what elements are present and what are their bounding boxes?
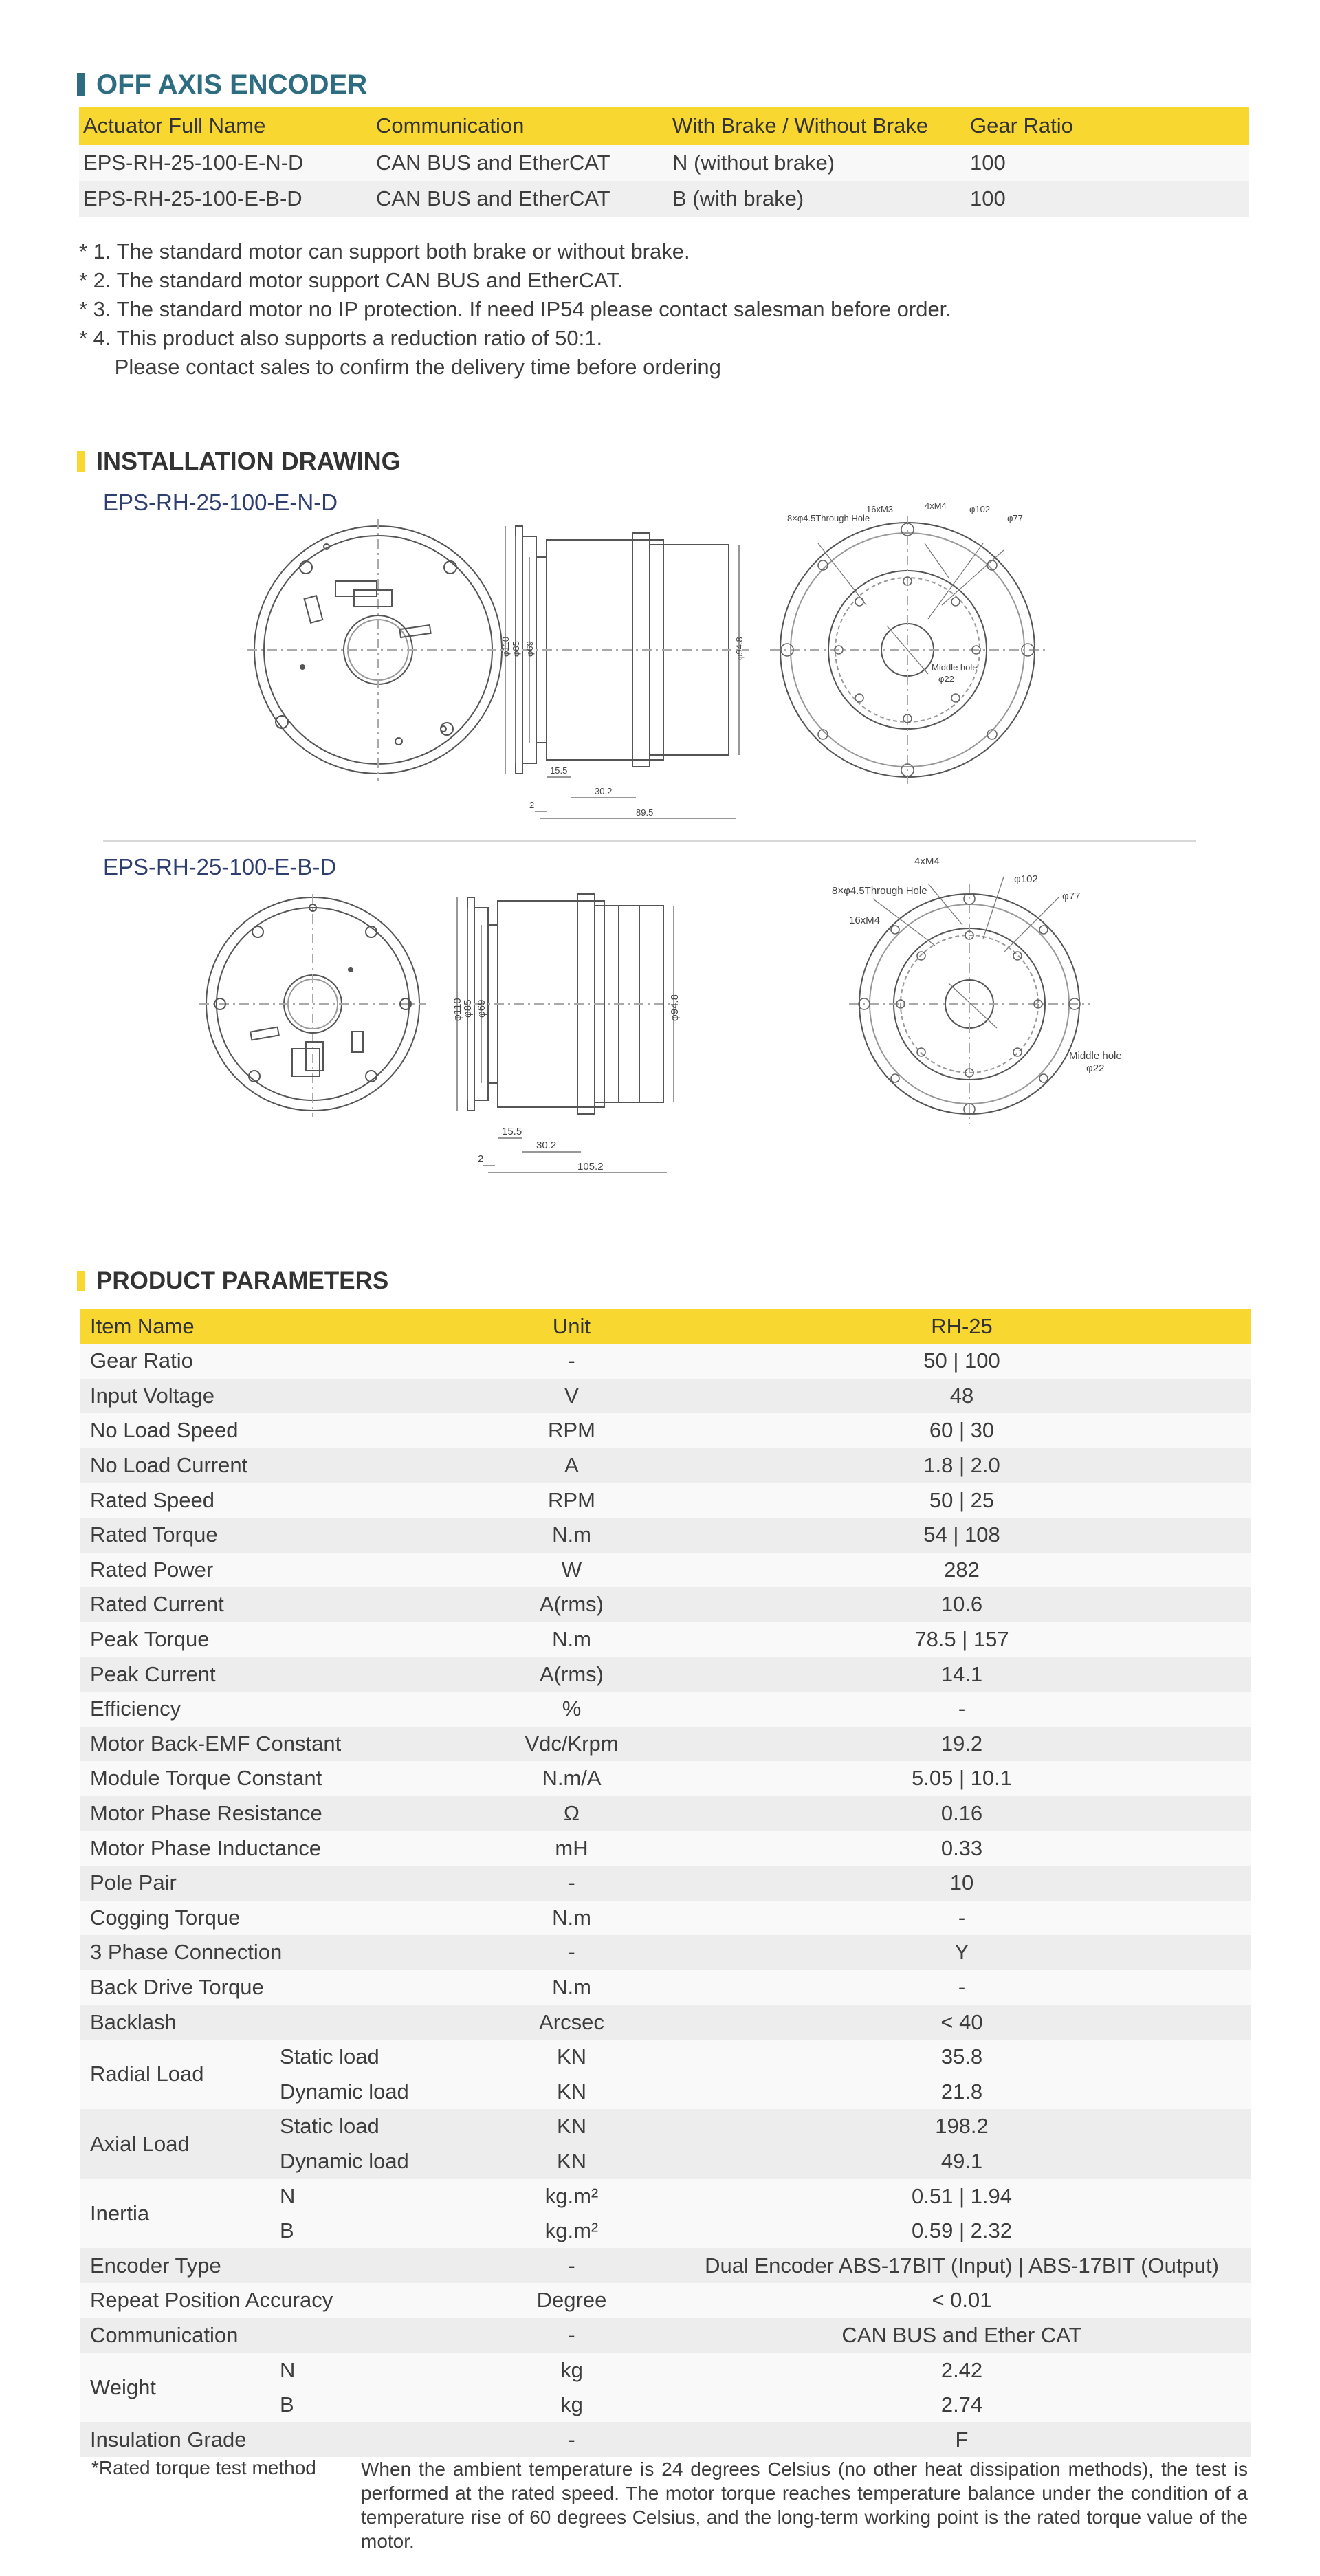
dim-d77: φ77 <box>1007 513 1023 523</box>
footnote-text: When the ambient temperature is 24 degrees Celsius (no other heat dissipation methods), the test is performed at the rated speed. The motor torque reaches temperature balance under the condition of a temperature rise of 60 degrees Celsius, and the long-term working point is the rated torque value of the motor. <box>361 2458 1248 2552</box>
param-unit: - <box>470 1866 673 1901</box>
dim-middle: Middle hole <box>932 662 978 673</box>
param-unit: N.m <box>470 1622 673 1657</box>
dim-m4: 4xM4 <box>925 502 947 511</box>
parameters-section-title <box>77 1265 388 1297</box>
drawing-divider <box>103 840 1196 842</box>
table-row <box>80 1935 1251 1970</box>
param-value: 19.2 <box>673 1727 1251 1762</box>
table-row <box>79 145 1249 181</box>
table-cell: 100 <box>966 145 1249 181</box>
param-value: 2.74 <box>673 2388 1251 2423</box>
param-name: Repeat Position Accuracy <box>80 2283 470 2318</box>
dim-l2: 2 <box>529 800 535 810</box>
param-name: No Load Current <box>80 1448 470 1483</box>
param-unit: - <box>470 1935 673 1970</box>
param-unit: Vdc/Krpm <box>470 1727 673 1762</box>
table-cell: N (without brake) <box>668 145 966 181</box>
param-name: Encoder Type <box>80 2248 470 2283</box>
table-row <box>80 2179 1251 2214</box>
dim-d948: φ94.8 <box>669 994 681 1021</box>
footnote-label: *Rated torque test method <box>91 2457 316 2478</box>
table-cell: EPS-RH-25-100-E-B-D <box>79 181 372 217</box>
dim-middle: Middle hole <box>1069 1050 1122 1062</box>
header-cell: Actuator Full Name <box>79 107 372 145</box>
param-name: Rated Torque <box>80 1518 470 1553</box>
param-value: 78.5 | 157 <box>673 1622 1251 1657</box>
param-unit: RPM <box>470 1483 673 1518</box>
section-marker <box>77 451 85 472</box>
param-unit: - <box>470 1344 673 1379</box>
table-row <box>80 2283 1251 2318</box>
param-value: 2.42 <box>673 2353 1251 2388</box>
param-unit: A(rms) <box>470 1657 673 1692</box>
dim-d69: φ69 <box>525 641 535 657</box>
param-value: 10.6 <box>673 1587 1251 1622</box>
note-item: * 3. The standard motor no IP protection. If need IP54 please contact salesman before order. <box>79 297 952 321</box>
dim-l302: 30.2 <box>595 786 613 796</box>
param-value: Dual Encoder ABS-17BIT (Input) | ABS-17BIT (Output) <box>673 2248 1251 2283</box>
param-value: 0.33 <box>673 1831 1251 1866</box>
parameters-table <box>80 1309 1251 2457</box>
section-marker <box>77 73 85 96</box>
table-row <box>80 1727 1251 1762</box>
param-value: 35.8 <box>673 2040 1251 2075</box>
table-header-row <box>80 1309 1251 1344</box>
header-cell: With Brake / Without Brake <box>668 107 966 145</box>
table-row <box>80 2422 1251 2457</box>
param-value: 1.8 | 2.0 <box>673 1448 1251 1483</box>
param-sub-name: N <box>276 2353 470 2388</box>
model-label-b: EPS-RH-25-100-E-B-D <box>103 854 337 880</box>
param-name: Rated Current <box>80 1587 470 1622</box>
param-unit: N.m/A <box>470 1761 673 1796</box>
installation-drawing-n <box>227 502 1258 832</box>
encoder-section-title <box>77 69 367 100</box>
model-label-n: EPS-RH-25-100-E-N-D <box>103 490 338 515</box>
table-row <box>79 181 1249 217</box>
note-item: Please contact sales to confirm the delivery time before ordering <box>79 355 721 379</box>
param-value: CAN BUS and Ether CAT <box>673 2318 1251 2353</box>
param-sub-name: Dynamic load <box>276 2074 470 2109</box>
header-value: RH-25 <box>673 1309 1251 1344</box>
param-unit: KN <box>470 2144 673 2179</box>
table-row <box>80 1761 1251 1796</box>
dim-d102: φ102 <box>969 504 991 514</box>
param-unit: W <box>470 1553 673 1588</box>
param-value: 50 | 25 <box>673 1483 1251 1518</box>
parameters-title-text: PRODUCT PARAMETERS <box>96 1267 389 1294</box>
dim-d77: φ77 <box>1062 891 1081 902</box>
param-sub-name: Dynamic load <box>276 2144 470 2179</box>
param-value: 48 <box>673 1379 1251 1414</box>
param-unit: V <box>470 1379 673 1414</box>
dim-holes: 8×φ4.5Through Hole <box>787 513 870 523</box>
param-name: Gear Ratio <box>80 1344 470 1379</box>
param-unit: - <box>470 2318 673 2353</box>
dim-l895: 89.5 <box>636 807 654 818</box>
table-row <box>80 2353 1251 2388</box>
param-value: 60 | 30 <box>673 1413 1251 1448</box>
table-cell: CAN BUS and EtherCAT <box>372 145 668 181</box>
param-group-name: Axial Load <box>80 2109 276 2179</box>
dim-d85: φ85 <box>511 641 521 657</box>
dim-d948: φ94.8 <box>734 637 745 660</box>
param-value: Y <box>673 1935 1251 1970</box>
table-row <box>80 1587 1251 1622</box>
dim-m4b: 16xM4 <box>849 915 881 926</box>
table-row <box>80 2318 1251 2353</box>
param-unit: kg <box>470 2353 673 2388</box>
installation-drawing-b <box>192 856 1189 1186</box>
param-unit: kg.m² <box>470 2179 673 2214</box>
note-item: * 4. This product also supports a reduction ratio of 50:1. <box>79 326 603 350</box>
dim-d110: φ110 <box>500 636 511 657</box>
dim-l1052: 105.2 <box>578 1161 604 1172</box>
param-name: Motor Phase Resistance <box>80 1796 470 1831</box>
dim-d69: φ69 <box>476 999 487 1018</box>
param-value: F <box>673 2422 1251 2457</box>
table-row <box>80 1413 1251 1448</box>
param-name: Peak Current <box>80 1657 470 1692</box>
param-name: Cogging Torque <box>80 1901 470 1936</box>
notes-list <box>79 237 952 382</box>
param-name: No Load Speed <box>80 1413 470 1448</box>
dim-d85: φ85 <box>462 999 474 1018</box>
param-unit: Ω <box>470 1796 673 1831</box>
table-row <box>80 1901 1251 1936</box>
param-value: < 40 <box>673 2005 1251 2040</box>
param-name: Rated Power <box>80 1553 470 1588</box>
table-cell: CAN BUS and EtherCAT <box>372 181 668 217</box>
table-cell: 100 <box>966 181 1249 217</box>
param-unit: - <box>470 2248 673 2283</box>
param-unit: kg <box>470 2388 673 2423</box>
table-row <box>80 1344 1251 1379</box>
table-row <box>80 2005 1251 2040</box>
param-value: 5.05 | 10.1 <box>673 1761 1251 1796</box>
header-cell: Communication <box>372 107 668 145</box>
table-cell: EPS-RH-25-100-E-N-D <box>79 145 372 181</box>
table-row <box>80 1622 1251 1657</box>
param-unit: KN <box>470 2109 673 2144</box>
param-unit: mH <box>470 1831 673 1866</box>
param-unit: KN <box>470 2074 673 2109</box>
actuator-table <box>79 107 1249 217</box>
param-unit: A(rms) <box>470 1587 673 1622</box>
param-unit: N.m <box>470 1970 673 2005</box>
param-group-name: Radial Load <box>80 2040 276 2109</box>
param-value: 14.1 <box>673 1657 1251 1692</box>
param-unit: KN <box>470 2040 673 2075</box>
encoder-title-text: OFF AXIS ENCODER <box>96 69 368 100</box>
param-name: Peak Torque <box>80 1622 470 1657</box>
installation-title-text: INSTALLATION DRAWING <box>96 447 401 475</box>
param-value: 198.2 <box>673 2109 1251 2144</box>
table-row <box>80 1831 1251 1866</box>
header-unit: Unit <box>470 1309 673 1344</box>
param-name: Module Torque Constant <box>80 1761 470 1796</box>
table-row <box>80 2248 1251 2283</box>
table-row <box>80 2040 1251 2075</box>
param-value: 21.8 <box>673 2074 1251 2109</box>
param-sub-name: B <box>276 2214 470 2249</box>
section-marker <box>77 1271 85 1291</box>
param-name: Motor Phase Inductance <box>80 1831 470 1866</box>
table-row <box>80 1448 1251 1483</box>
param-name: Back Drive Torque <box>80 1970 470 2005</box>
note-item: * 2. The standard motor support CAN BUS and EtherCAT. <box>79 268 624 292</box>
param-unit: kg.m² <box>470 2214 673 2249</box>
dim-l302: 30.2 <box>536 1139 557 1151</box>
table-row <box>80 2109 1251 2144</box>
param-unit: - <box>470 2422 673 2457</box>
header-item-name: Item Name <box>80 1309 470 1344</box>
dim-d110: φ110 <box>452 998 463 1021</box>
table-row <box>80 1866 1251 1901</box>
param-name: Backlash <box>80 2005 470 2040</box>
table-row <box>80 1692 1251 1727</box>
param-name: Communication <box>80 2318 470 2353</box>
table-header-row <box>79 107 1249 145</box>
table-row <box>80 1796 1251 1831</box>
dim-d102: φ102 <box>1014 873 1038 885</box>
param-group-name: Inertia <box>80 2179 276 2248</box>
dim-holes: 8×φ4.5Through Hole <box>832 885 927 897</box>
table-row <box>80 1657 1251 1692</box>
param-value: 0.51 | 1.94 <box>673 2179 1251 2214</box>
param-name: Pole Pair <box>80 1866 470 1901</box>
param-value: 282 <box>673 1553 1251 1588</box>
note-item: * 1. The standard motor can support both brake or without brake. <box>79 239 690 263</box>
param-name: Insulation Grade <box>80 2422 470 2457</box>
table-cell: B (with brake) <box>668 181 966 217</box>
table-row <box>80 1518 1251 1553</box>
table-row <box>80 1970 1251 2005</box>
param-unit: N.m <box>470 1901 673 1936</box>
table-row <box>80 1483 1251 1518</box>
param-name: Rated Speed <box>80 1483 470 1518</box>
param-unit: A <box>470 1448 673 1483</box>
dim-l155: 15.5 <box>502 1126 522 1137</box>
param-name: Motor Back-EMF Constant <box>80 1727 470 1762</box>
dim-m4: 4xM4 <box>914 856 940 867</box>
table-row <box>80 1379 1251 1414</box>
param-unit: Degree <box>470 2283 673 2318</box>
param-value: 49.1 <box>673 2144 1251 2179</box>
param-value: < 0.01 <box>673 2283 1251 2318</box>
param-sub-name: Static load <box>276 2109 470 2144</box>
param-value: 0.16 <box>673 1796 1251 1831</box>
header-cell: Gear Ratio <box>966 107 1249 145</box>
param-value: - <box>673 1970 1251 2005</box>
param-unit: N.m <box>470 1518 673 1553</box>
param-value: - <box>673 1692 1251 1727</box>
param-name: 3 Phase Connection <box>80 1935 470 1970</box>
param-unit: Arcsec <box>470 2005 673 2040</box>
dim-l155: 15.5 <box>550 765 568 776</box>
dim-d22: φ22 <box>938 674 954 684</box>
param-name: Input Voltage <box>80 1379 470 1414</box>
installation-section-title <box>77 446 401 477</box>
param-sub-name: Static load <box>276 2040 470 2075</box>
param-value: 10 <box>673 1866 1251 1901</box>
dim-l2: 2 <box>478 1153 484 1165</box>
param-group-name: Weight <box>80 2353 276 2422</box>
param-value: 0.59 | 2.32 <box>673 2214 1251 2249</box>
param-sub-name: B <box>276 2388 470 2423</box>
param-sub-name: N <box>276 2179 470 2214</box>
param-value: - <box>673 1901 1251 1936</box>
param-value: 50 | 100 <box>673 1344 1251 1379</box>
param-value: 54 | 108 <box>673 1518 1251 1553</box>
param-unit: RPM <box>470 1413 673 1448</box>
dim-m3: 16xM3 <box>866 504 894 514</box>
dim-d22: φ22 <box>1086 1062 1105 1074</box>
param-unit: % <box>470 1692 673 1727</box>
param-name: Efficiency <box>80 1692 470 1727</box>
table-row <box>80 1553 1251 1588</box>
